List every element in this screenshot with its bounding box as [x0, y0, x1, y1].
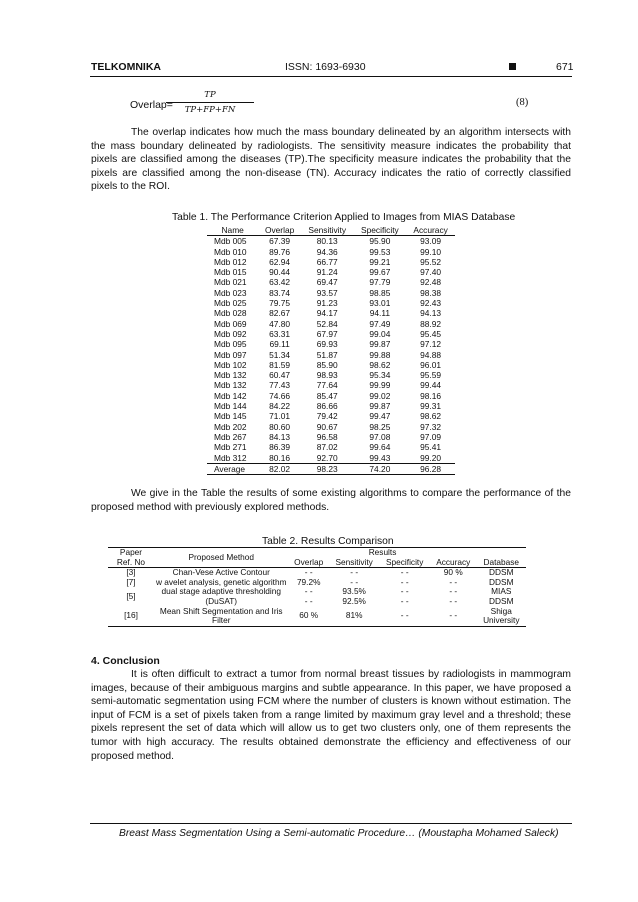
table-row — [108, 607, 526, 627]
value-cell: 93.09 — [420, 236, 442, 247]
value-cell: 94.11 — [369, 308, 391, 319]
value-cell: 84.22 — [269, 401, 291, 412]
value-cell: 81.59 — [269, 359, 291, 370]
image-name-cell: Mdb 102 — [214, 359, 247, 370]
table-row — [207, 236, 455, 247]
method-cell: dual stage adaptive thresholding — [161, 586, 281, 597]
table-row — [207, 247, 455, 257]
table-row — [207, 411, 455, 421]
db-line2: University — [483, 615, 520, 626]
value-cell: 52.84 — [316, 318, 338, 329]
value-cell: 86.39 — [269, 442, 291, 453]
value-cell: 97.79 — [369, 277, 391, 288]
value-cell: 94.88 — [420, 349, 442, 360]
value-cell: 99.64 — [369, 442, 391, 453]
image-name-cell: Mdb 095 — [214, 339, 247, 350]
image-name-cell: Mdb 005 — [214, 236, 247, 247]
table-row — [207, 380, 455, 390]
value-cell: 98.16 — [420, 390, 442, 401]
header-specificity: Specificity — [386, 556, 424, 567]
value-cell: 67.97 — [316, 328, 338, 339]
sensitivity-cell: 93.5% — [342, 586, 366, 597]
ref-cell: [3] — [108, 568, 154, 578]
accuracy-cell: - - — [449, 610, 458, 621]
value-cell: 99.20 — [420, 452, 442, 463]
image-name-cell: Mdb 092 — [214, 328, 247, 339]
value-cell: 99.21 — [369, 256, 391, 267]
paragraph-results-intro: We give in the Table the results of some existing algorithms to compare the performance of the proposed method with previously explored methods. — [91, 488, 571, 513]
ref-cell: [5] — [126, 591, 136, 602]
value-cell: 97.08 — [369, 431, 391, 442]
image-name-cell: Mdb 028 — [214, 308, 247, 319]
header-ref-no: Ref. No — [116, 556, 146, 567]
table-row — [207, 350, 455, 360]
table-row — [207, 288, 455, 298]
header-proposed-method: Proposed Method — [154, 548, 289, 568]
image-name-cell: Mdb 267 — [214, 431, 247, 442]
table-row — [207, 463, 455, 474]
table-row — [207, 391, 455, 401]
specificity-cell: - - — [400, 586, 409, 597]
equation-numerator: TP — [204, 90, 216, 100]
equation-fraction — [166, 90, 254, 115]
image-name-cell: Mdb 021 — [214, 277, 247, 288]
value-cell: 99.44 — [420, 380, 442, 391]
value-cell: 89.76 — [269, 246, 291, 257]
value-cell: 67.39 — [269, 236, 291, 247]
value-cell: 77.43 — [269, 380, 291, 391]
image-name-cell: Mdb 312 — [214, 452, 247, 463]
running-footer: Breast Mass Segmentation Using a Semi-automatic Procedure… (Moustapha Mohamed Saleck) — [119, 828, 559, 839]
table1-header-name: Name — [207, 225, 258, 236]
specificity-cell: - - — [379, 568, 430, 578]
square-bullet-icon — [509, 63, 516, 70]
equation-number: (8) — [516, 97, 529, 108]
footer-rule — [90, 823, 572, 824]
value-cell: 96.28 — [406, 463, 455, 474]
value-cell: 80.13 — [316, 236, 338, 247]
value-cell: 95.41 — [420, 442, 442, 453]
table-row — [207, 453, 455, 464]
issn: ISSN: 1693-6930 — [285, 61, 366, 73]
table-row — [207, 308, 455, 318]
conclusion-heading: 4. Conclusion — [91, 655, 160, 667]
ref-cell: [16] — [124, 610, 138, 621]
image-name-cell: Mdb 144 — [214, 401, 247, 412]
table-row — [207, 442, 455, 452]
header-paper: Paper — [119, 547, 143, 557]
value-cell: 99.99 — [369, 380, 391, 391]
method-cell — [154, 607, 289, 627]
table-row — [207, 339, 455, 349]
value-cell: 83.74 — [269, 287, 291, 298]
value-cell: 79.42 — [316, 411, 338, 422]
value-cell: 95.90 — [369, 236, 391, 247]
accuracy-cell: - - — [449, 586, 458, 597]
value-cell: 69.93 — [316, 339, 338, 350]
table2-caption: Table 2. Results Comparison — [262, 536, 394, 547]
accuracy-cell: - - — [449, 595, 458, 606]
value-cell: 82.67 — [269, 308, 291, 319]
value-cell: 77.64 — [316, 380, 338, 391]
value-cell: 99.43 — [369, 452, 391, 463]
value-cell: 71.01 — [269, 411, 291, 422]
value-cell: 99.87 — [369, 339, 391, 350]
value-cell: 93.01 — [369, 298, 391, 309]
value-cell: 98.38 — [420, 287, 442, 298]
value-cell: 99.53 — [369, 246, 391, 257]
value-cell: 90.67 — [316, 421, 338, 432]
value-cell: 91.23 — [316, 298, 338, 309]
method-cell: Chan-Vese Active Contour — [154, 568, 289, 578]
database-cell — [477, 607, 526, 627]
value-cell: 92.48 — [420, 277, 442, 288]
value-cell: 97.49 — [369, 318, 391, 329]
sensitivity-cell: - - — [350, 576, 359, 587]
paragraph-overlap-description: The overlap indicates how much the mass boundary delineated by an algorithm intersects with the mass boundary delineated by radiologists. The sensitivity measure indicates the probability that pixels are classified among the diseases (TP).The specificity measure indicates the probability that the pixels are classified among the non-disease (TN). Accuracy indicates the ratio of correctly classified pixels to the ROI. — [91, 127, 571, 193]
value-cell: 79.75 — [269, 298, 291, 309]
value-cell: 94.36 — [316, 246, 338, 257]
sensitivity-cell: 92.5% — [342, 595, 366, 606]
value-cell: 99.88 — [369, 349, 391, 360]
method-line2: Filter — [212, 615, 231, 626]
value-cell: 95.59 — [420, 370, 442, 381]
equation-label: Overlap= — [130, 99, 173, 111]
table-row — [207, 257, 455, 267]
accuracy-cell: - - — [449, 576, 458, 587]
table-row — [207, 360, 455, 370]
table-row — [207, 277, 455, 287]
image-name-cell: Average — [207, 463, 258, 474]
image-name-cell: Mdb 012 — [214, 256, 247, 267]
value-cell: 80.60 — [269, 421, 291, 432]
value-cell: 98.62 — [420, 411, 442, 422]
image-name-cell: Mdb 015 — [214, 267, 247, 278]
value-cell: 99.87 — [369, 401, 391, 412]
header-accuracy: Accuracy — [436, 556, 471, 567]
value-cell: 98.25 — [369, 421, 391, 432]
table1-caption: Table 1. The Performance Criterion Applied to Images from MIAS Database — [172, 212, 516, 223]
value-cell: 94.17 — [316, 308, 338, 319]
specificity-cell: - - — [400, 576, 409, 587]
database-cell: DDSM — [477, 568, 526, 578]
value-cell: 84.13 — [269, 431, 291, 442]
overlap-cell: - - — [304, 595, 313, 606]
value-cell: 66.77 — [316, 256, 338, 267]
table-row — [108, 587, 526, 597]
overlap-cell: 79.2% — [296, 576, 321, 587]
conclusion-text: It is often difficult to extract a tumor from normal breast tissues by radiologists in mammogram images, because of their ambiguous margins and subtle appearance. In this paper, we have proposed a semi-automatic segmentation using FCM where the number of clusters is known without estimation. The input of FCM is a set of pixels taken from a range limited by maximum gray level and a threshold; these pixels represent the set of data which will allow us to get two clusters only, one of them represents the tumor with high accuracy. The results obtained demonstrate the efficiency and effectiveness of our proposed method. — [91, 669, 571, 762]
value-cell: 88.92 — [420, 318, 442, 329]
value-cell: 51.87 — [316, 349, 338, 360]
value-cell: 85.47 — [316, 390, 338, 401]
image-name-cell: Mdb 010 — [214, 246, 247, 257]
value-cell: 91.24 — [316, 267, 338, 278]
ref-cell: [7] — [126, 576, 136, 587]
image-name-cell: Mdb 202 — [214, 421, 247, 432]
image-name-cell: Mdb 023 — [214, 287, 247, 298]
method-cell: (DuSAT) — [205, 595, 238, 606]
table-row — [207, 298, 455, 308]
journal-name: TELKOMNIKA — [91, 61, 161, 73]
image-name-cell: Mdb 069 — [214, 318, 247, 329]
value-cell: 98.93 — [316, 370, 338, 381]
value-cell: 93.57 — [316, 287, 338, 298]
database-cell: DDSM — [489, 576, 514, 587]
value-cell: 47.80 — [269, 318, 291, 329]
value-cell: 85.90 — [316, 359, 338, 370]
value-cell: 69.11 — [269, 339, 290, 350]
value-cell: 63.31 — [269, 328, 291, 339]
image-name-cell: Mdb 132 — [214, 380, 247, 391]
value-cell: 90.44 — [269, 267, 291, 278]
value-cell: 95.45 — [420, 328, 442, 339]
value-cell: 96.58 — [316, 431, 338, 442]
accuracy-cell: 90 % — [430, 568, 477, 578]
value-cell: 92.43 — [420, 298, 442, 309]
overlap-cell: - - — [289, 568, 329, 578]
image-name-cell: Mdb 025 — [214, 298, 247, 309]
value-cell: 97.12 — [420, 339, 442, 350]
table-row — [207, 432, 455, 442]
specificity-cell: - - — [400, 595, 409, 606]
database-cell: MIAS — [491, 586, 512, 597]
image-name-cell: Mdb 142 — [214, 390, 247, 401]
value-cell: 94.13 — [420, 308, 442, 319]
sensitivity-cell: 81% — [345, 610, 363, 621]
value-cell: 87.02 — [316, 442, 338, 453]
value-cell: 62.94 — [269, 256, 291, 267]
value-cell: 97.32 — [420, 421, 442, 432]
page-number: 671 — [556, 61, 574, 73]
table2 — [108, 547, 526, 627]
table1-header-sensitivity: Sensitivity — [301, 225, 354, 236]
header-database: Database — [477, 548, 526, 568]
value-cell: 99.67 — [369, 267, 391, 278]
table1-header-accuracy: Accuracy — [406, 225, 455, 236]
overlap-cell: 60 % — [299, 610, 319, 621]
db-line1: Shiga — [490, 605, 512, 616]
value-cell: 96.01 — [420, 359, 442, 370]
table-row — [207, 267, 455, 277]
sensitivity-cell: - - — [329, 568, 380, 578]
table1-header-specificity: Specificity — [354, 225, 407, 236]
value-cell: 86.66 — [316, 401, 338, 412]
value-cell: 82.02 — [258, 463, 301, 474]
header-overlap: Overlap — [294, 556, 324, 567]
image-name-cell: Mdb 145 — [214, 411, 247, 422]
value-cell: 98.62 — [369, 359, 391, 370]
equation-denominator: TP+FP+FN — [184, 105, 236, 115]
specificity-cell: - - — [400, 610, 409, 621]
value-cell: 74.20 — [354, 463, 407, 474]
value-cell: 95.52 — [420, 256, 442, 267]
header-sensitivity: Sensitivity — [335, 556, 373, 567]
value-cell: 99.10 — [420, 246, 442, 257]
overlap-cell: - - — [304, 586, 313, 597]
method-cell: w avelet analysis, genetic algorithm — [156, 576, 287, 587]
header-results: Results — [289, 548, 477, 558]
value-cell: 99.31 — [420, 401, 442, 412]
header-rule — [90, 76, 572, 77]
value-cell: 60.47 — [269, 370, 291, 381]
method-line1: Mean Shift Segmentation and Iris — [159, 605, 283, 616]
value-cell: 92.70 — [316, 452, 338, 463]
database-cell: DDSM — [489, 595, 514, 606]
value-cell: 80.16 — [269, 452, 291, 463]
value-cell: 51.34 — [269, 349, 291, 360]
table-row — [207, 370, 455, 380]
value-cell: 63.42 — [269, 277, 291, 288]
image-name-cell: Mdb 271 — [214, 442, 247, 453]
table-row — [207, 422, 455, 432]
image-name-cell: Mdb 132 — [214, 370, 247, 381]
value-cell: 99.04 — [369, 328, 391, 339]
value-cell: 97.09 — [420, 431, 442, 442]
table1 — [207, 225, 455, 475]
value-cell: 74.66 — [269, 390, 291, 401]
table-row — [207, 329, 455, 339]
table-row — [207, 319, 455, 329]
value-cell: 97.40 — [420, 267, 442, 278]
value-cell: 98.85 — [369, 287, 391, 298]
image-name-cell: Mdb 097 — [214, 349, 247, 360]
value-cell: 69.47 — [316, 277, 338, 288]
value-cell: 99.02 — [369, 390, 391, 401]
value-cell: 95.34 — [369, 370, 391, 381]
table-row — [207, 401, 455, 411]
value-cell: 98.23 — [301, 463, 354, 474]
value-cell: 99.47 — [369, 411, 391, 422]
table1-header-overlap: Overlap — [258, 225, 301, 236]
